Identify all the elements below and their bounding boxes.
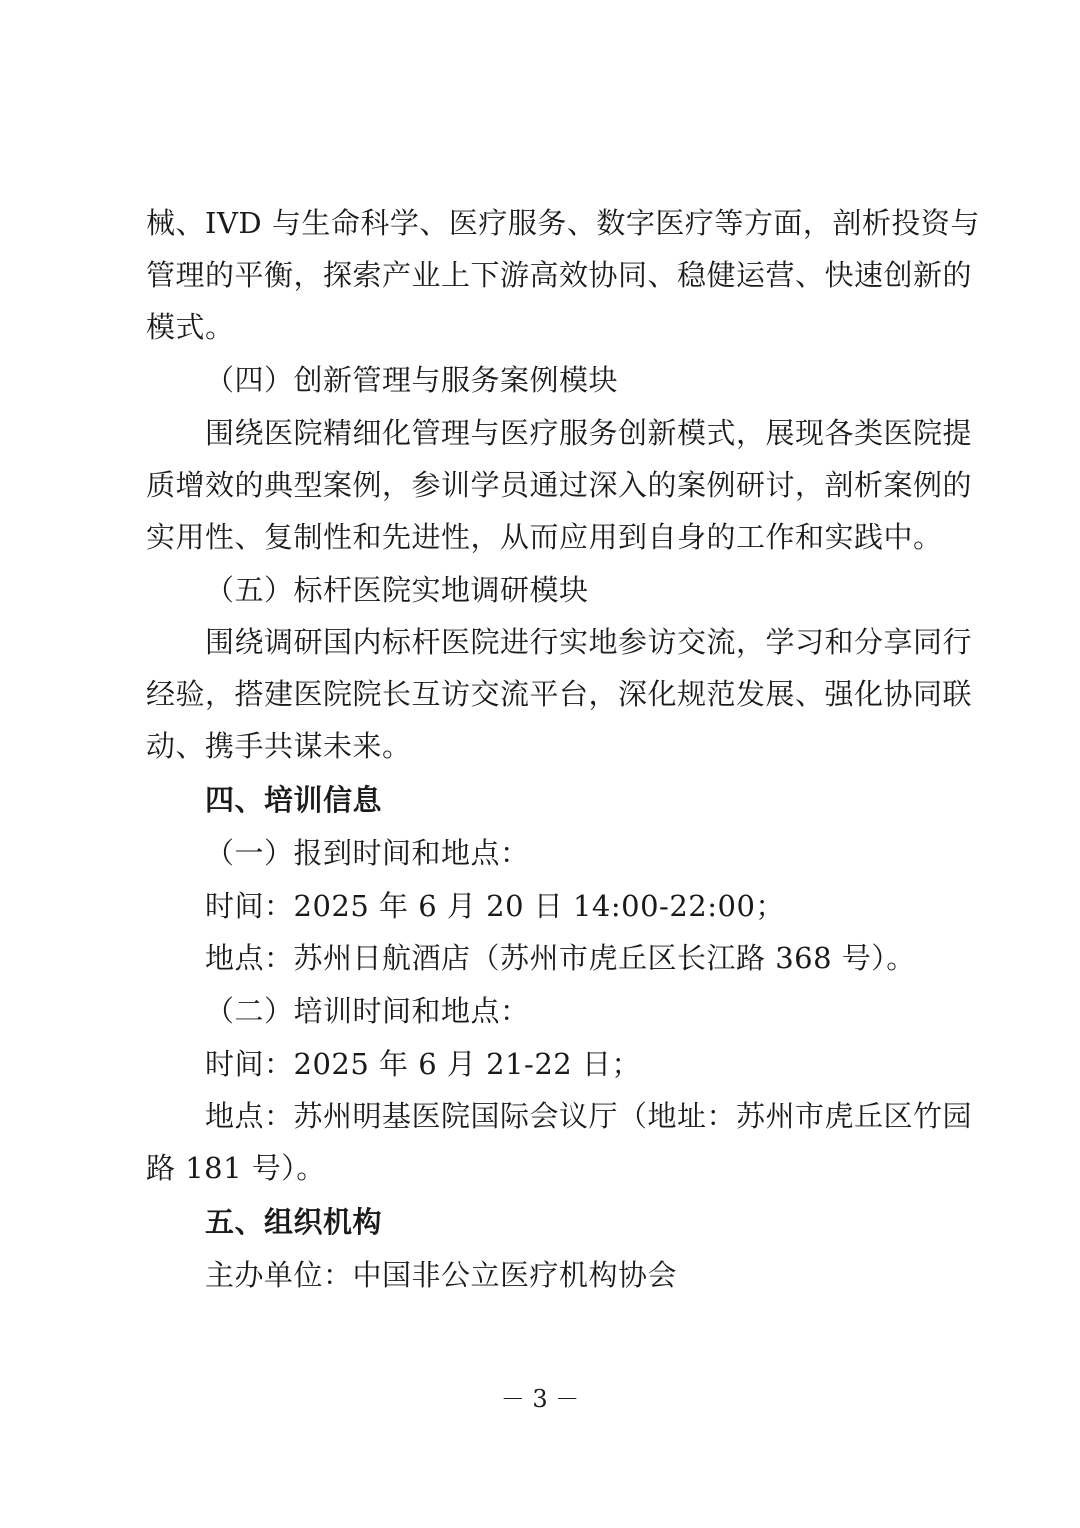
section-heading: （一）报到时间和地点： <box>205 836 530 870</box>
body-text-line: 经验，搭建医院院长互访交流平台，深化规范发展、强化协同联 <box>146 677 973 711</box>
checkin-place: 地点：苏州日航酒店（苏州市虎丘区长江路 368 号）。 <box>205 941 916 975</box>
body-text-line: 质增效的典型案例，参训学员通过深入的案例研讨，剖析案例的 <box>146 468 973 502</box>
section-heading: （二）培训时间和地点： <box>205 994 530 1028</box>
chapter-heading: 五、组织机构 <box>205 1205 383 1239</box>
host-organization: 主办单位：中国非公立医疗机构协会 <box>205 1258 678 1292</box>
chapter-heading: 四、培训信息 <box>205 783 383 817</box>
checkin-time: 时间：2025 年 6 月 20 日 14:00-22:00； <box>205 889 785 923</box>
section-heading: （五）标杆医院实地调研模块 <box>205 573 589 607</box>
body-text-line: 械、IVD 与生命科学、医疗服务、数字医疗等方面，剖析投资与 <box>146 206 980 240</box>
page-number: － 3 － <box>500 1385 580 1413</box>
body-text-line: 模式。 <box>146 310 235 344</box>
body-text-line: 实用性、复制性和先进性，从而应用到自身的工作和实践中。 <box>146 520 943 554</box>
body-text-line: 动、携手共谋未来。 <box>146 729 412 763</box>
body-text-line: 围绕调研国内标杆医院进行实地参访交流，学习和分享同行 <box>205 625 973 659</box>
section-heading: （四）创新管理与服务案例模块 <box>205 363 619 397</box>
training-place-cont: 路 181 号）。 <box>146 1151 326 1185</box>
body-text-line: 管理的平衡，探索产业上下游高效协同、稳健运营、快速创新的 <box>146 258 973 292</box>
body-text-line: 围绕医院精细化管理与医疗服务创新模式，展现各类医院提 <box>205 416 973 450</box>
training-time: 时间：2025 年 6 月 21-22 日； <box>205 1047 641 1081</box>
training-place: 地点：苏州明基医院国际会议厅（地址：苏州市虎丘区竹园 <box>205 1099 973 1133</box>
